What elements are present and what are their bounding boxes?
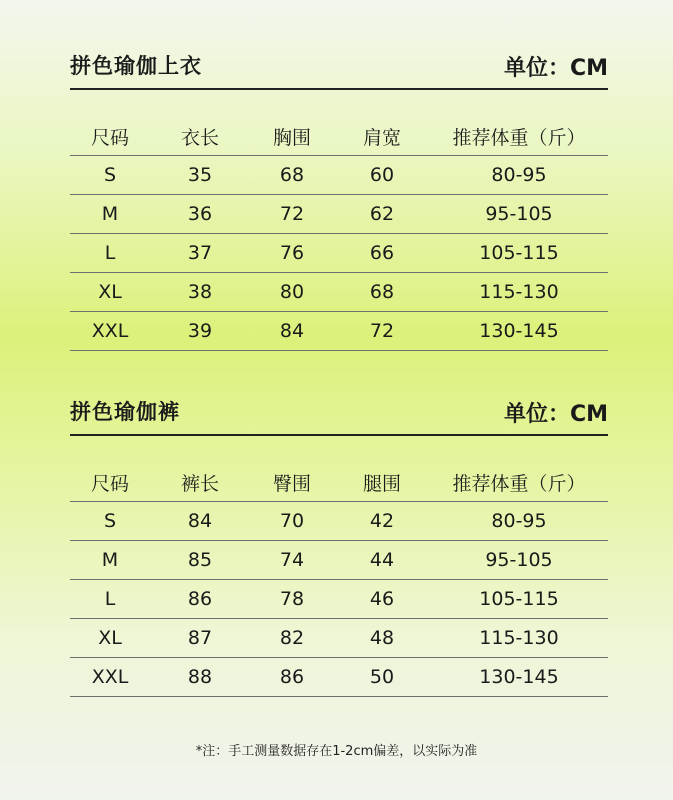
table-cell: 130-145 xyxy=(430,312,608,351)
table-cell: 44 xyxy=(334,541,430,580)
table-row xyxy=(70,156,608,195)
table-cell: 68 xyxy=(250,156,334,195)
table-cell: XL xyxy=(70,273,150,312)
table-cell: XL xyxy=(70,619,150,658)
table-cell: 84 xyxy=(250,312,334,351)
column-header-hip: 臀围 xyxy=(250,463,334,502)
table-cell: 72 xyxy=(334,312,430,351)
table-cell: 60 xyxy=(334,156,430,195)
table-row xyxy=(70,312,608,351)
table-cell: 37 xyxy=(150,234,250,273)
column-header-weight: 推荐体重（斤） xyxy=(430,463,608,502)
table-row xyxy=(70,502,608,541)
table-cell: 84 xyxy=(150,502,250,541)
top-section-title: 拼色瑜伽上衣 xyxy=(70,54,202,78)
table-cell: 105-115 xyxy=(430,234,608,273)
table-cell: 85 xyxy=(150,541,250,580)
table-cell: 62 xyxy=(334,195,430,234)
table-cell: S xyxy=(70,502,150,541)
bottom-unit-label: 单位：CM xyxy=(503,402,608,427)
table-row xyxy=(70,658,608,697)
table-cell: 76 xyxy=(250,234,334,273)
column-header-size: 尺码 xyxy=(70,117,150,156)
top-size-section xyxy=(70,48,608,351)
table-cell: 82 xyxy=(250,619,334,658)
table-cell: 66 xyxy=(334,234,430,273)
column-header-weight: 推荐体重（斤） xyxy=(430,117,608,156)
table-cell: 80 xyxy=(250,273,334,312)
top-size-table xyxy=(70,117,608,351)
column-header-size: 尺码 xyxy=(70,463,150,502)
table-cell: 38 xyxy=(150,273,250,312)
table-cell: 95-105 xyxy=(430,195,608,234)
bottom-section-header xyxy=(70,394,608,436)
table-cell: L xyxy=(70,580,150,619)
column-header-thigh: 腿围 xyxy=(334,463,430,502)
table-cell: 68 xyxy=(334,273,430,312)
table-cell: 115-130 xyxy=(430,273,608,312)
measurement-note: *注：手工测量数据存在1-2cm偏差，以实际为准 xyxy=(195,744,478,759)
table-row xyxy=(70,541,608,580)
top-unit-label: 单位：CM xyxy=(503,56,608,81)
table-cell: 36 xyxy=(150,195,250,234)
table-row xyxy=(70,234,608,273)
table-cell: 48 xyxy=(334,619,430,658)
table-cell: 130-145 xyxy=(430,658,608,697)
table-row xyxy=(70,195,608,234)
column-header-length: 裤长 xyxy=(150,463,250,502)
bottom-size-section xyxy=(70,394,608,697)
table-row xyxy=(70,273,608,312)
column-header-bust: 胸围 xyxy=(250,117,334,156)
table-cell: 86 xyxy=(150,580,250,619)
table-cell: 72 xyxy=(250,195,334,234)
table-cell: 115-130 xyxy=(430,619,608,658)
column-header-shoulder: 肩宽 xyxy=(334,117,430,156)
table-cell: 70 xyxy=(250,502,334,541)
table-cell: 50 xyxy=(334,658,430,697)
table-cell: M xyxy=(70,195,150,234)
table-cell: L xyxy=(70,234,150,273)
table-header-row xyxy=(70,117,608,156)
top-section-header xyxy=(70,48,608,90)
table-cell: 78 xyxy=(250,580,334,619)
table-row xyxy=(70,619,608,658)
table-cell: 105-115 xyxy=(430,580,608,619)
table-cell: S xyxy=(70,156,150,195)
table-cell: 80-95 xyxy=(430,502,608,541)
table-cell: 46 xyxy=(334,580,430,619)
table-cell: XXL xyxy=(70,312,150,351)
table-cell: XXL xyxy=(70,658,150,697)
bottom-size-table xyxy=(70,463,608,697)
bottom-section-title: 拼色瑜伽裤 xyxy=(70,400,180,424)
table-cell: 80-95 xyxy=(430,156,608,195)
table-cell: 39 xyxy=(150,312,250,351)
table-cell: 42 xyxy=(334,502,430,541)
table-cell: 87 xyxy=(150,619,250,658)
table-cell: 86 xyxy=(250,658,334,697)
table-cell: 95-105 xyxy=(430,541,608,580)
table-cell: 74 xyxy=(250,541,334,580)
table-row xyxy=(70,580,608,619)
table-header-row xyxy=(70,463,608,502)
table-cell: 88 xyxy=(150,658,250,697)
table-cell: M xyxy=(70,541,150,580)
table-cell: 35 xyxy=(150,156,250,195)
column-header-length: 衣长 xyxy=(150,117,250,156)
